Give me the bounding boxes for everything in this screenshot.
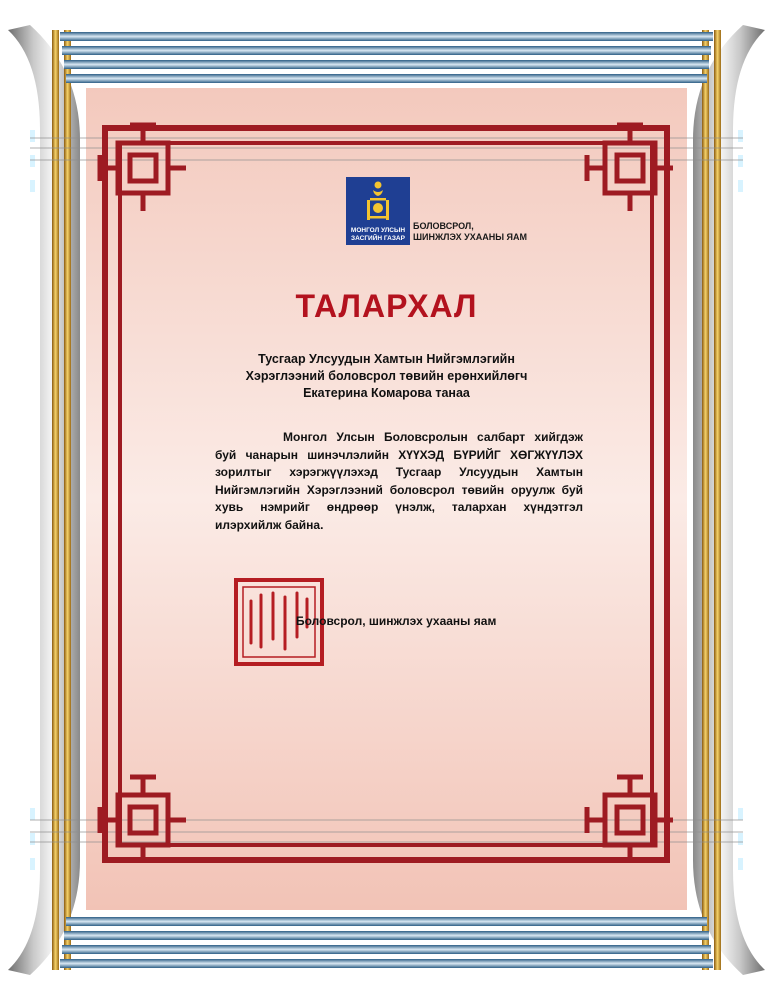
ministry-line-1: БОЛОВСРОЛ, bbox=[413, 221, 474, 231]
government-logo bbox=[346, 177, 410, 245]
body-paragraph: Монгол Улсын Боловсролын салбарт хийгдэж буй чанарын шинэчлэлийн ХҮҮХЭД БҮРИЙГ ХӨГЖҮҮЛЭХ зорилтыг хэрэгжүүлэхэд Тусгаар Улсуудын Хамтын Нийгэмлэгийн Хэрэглээний боловсрол төвийн оруулж буй хувь нэмрийг өндрөөр үнэлж, талархан хүндэтгэл илэрхийлж байна. bbox=[215, 430, 583, 532]
recipient-block bbox=[200, 351, 573, 402]
recipient-line-3: Екатерина Комарова танаа bbox=[303, 386, 470, 400]
recipient-line-1: Тусгаар Улсуудын Хамтын Нийгэмлэгийн bbox=[258, 352, 515, 366]
soyombo-emblem-icon bbox=[346, 177, 410, 227]
logo-line-1: МОНГОЛ УЛСЫН bbox=[350, 227, 406, 234]
signature-line: Боловсрол, шинжлэх ухааны яам bbox=[296, 614, 497, 628]
recipient-line-2: Хэрэглээний боловсрол төвийн ерөнхийлөгч bbox=[245, 369, 528, 383]
certificate-title: ТАЛАРХАЛ bbox=[295, 288, 478, 324]
ministry-name bbox=[413, 221, 553, 243]
logo-line-2: ЗАСГИЙН ГАЗАР bbox=[351, 234, 405, 242]
ministry-line-2: ШИНЖЛЭХ УХААНЫ ЯАМ bbox=[413, 232, 528, 242]
